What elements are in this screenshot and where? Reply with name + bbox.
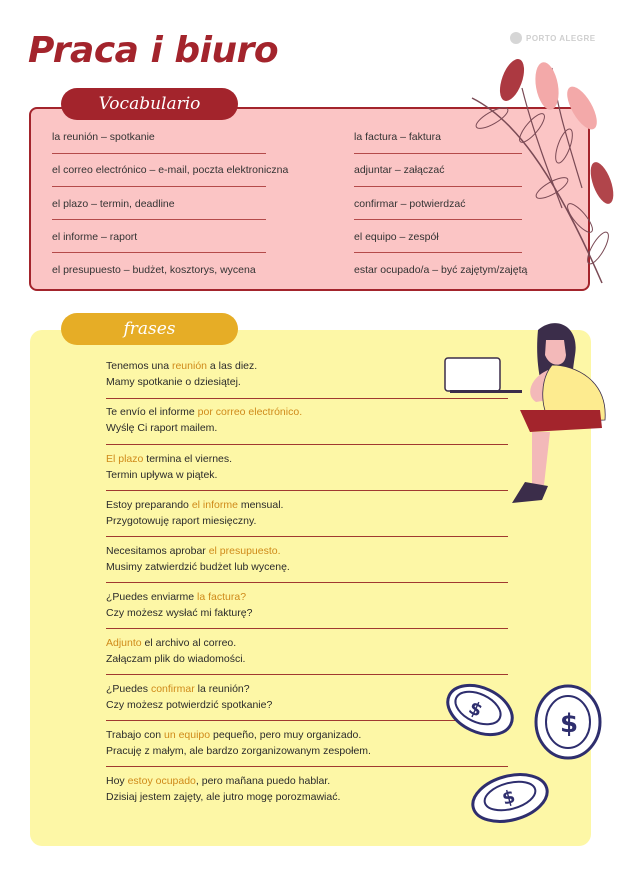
phrase-highlight: estoy ocupado xyxy=(127,775,196,787)
phrase-spanish-text: a las diez. xyxy=(207,360,258,372)
phrase-spanish-text: Te envío el informe xyxy=(106,406,198,418)
phrase-item xyxy=(106,635,245,667)
phrase-spanish xyxy=(106,404,302,420)
phrase-polish: Pracuję z małym, ale bardzo zorganizowanym zespołem. xyxy=(106,745,371,757)
phrase-spanish-text: ¿Puedes enviarme xyxy=(106,591,198,603)
phrase-highlight: la factura? xyxy=(197,591,247,603)
vocab-item: el equipo – zespół xyxy=(354,231,439,243)
phrase-spanish-text: Trabajo con xyxy=(106,729,164,741)
phrase-item xyxy=(106,589,252,621)
phrase-spanish xyxy=(106,681,272,697)
logo-icon xyxy=(510,32,522,44)
phrase-spanish xyxy=(106,727,371,743)
svg-text:$: $ xyxy=(499,786,518,810)
phrase-item xyxy=(106,681,272,713)
divider xyxy=(106,582,508,583)
vocab-item: el correo electrónico – e-mail, poczta elektroniczna xyxy=(52,164,289,176)
vocab-item: confirmar – potwierdzać xyxy=(354,198,466,210)
divider xyxy=(52,219,266,220)
phrase-item xyxy=(106,543,290,575)
vocab-item: el plazo – termin, deadline xyxy=(52,198,175,210)
phrase-polish: Dzisiaj jestem zajęty, ale jutro mogę porozmawiać. xyxy=(106,791,341,803)
divider xyxy=(106,536,508,537)
woman-laptop-illustration xyxy=(440,310,610,515)
divider xyxy=(106,674,508,675)
phrase-item xyxy=(106,358,257,390)
phrase-polish: Mamy spotkanie o dziesiątej. xyxy=(106,376,241,388)
phrase-spanish-text: pequeño, pero muy organizado. xyxy=(210,729,362,741)
vocabulary-heading: Vocabulario xyxy=(61,88,238,120)
phrase-polish: Czy możesz wysłać mi fakturę? xyxy=(106,607,253,619)
page-title: Praca i biuro xyxy=(28,30,279,71)
phrases-heading: frases xyxy=(61,313,238,345)
phrase-highlight: por correo electrónico. xyxy=(197,406,303,418)
vocab-item: la factura – faktura xyxy=(354,131,441,143)
phrase-spanish xyxy=(106,497,283,513)
divider xyxy=(52,186,266,187)
phrase-polish: Musimy zatwierdzić budżet lub wycenę. xyxy=(106,561,290,573)
phrase-spanish xyxy=(106,451,232,467)
phrase-spanish xyxy=(106,635,245,651)
phrase-spanish xyxy=(106,589,252,605)
phrase-highlight: Adjunto xyxy=(106,637,142,649)
phrase-spanish xyxy=(106,543,290,559)
phrase-spanish-text: Necesitamos aprobar xyxy=(106,545,209,557)
phrase-item xyxy=(106,773,340,805)
vocab-item: el informe – raport xyxy=(52,231,138,243)
phrase-spanish-text: Estoy preparando xyxy=(106,499,192,511)
phrase-polish: Termin upływa w piątek. xyxy=(106,469,218,481)
phrase-highlight: el informe xyxy=(191,499,238,511)
svg-text:$: $ xyxy=(465,697,486,722)
phrase-highlight: confirmar xyxy=(150,683,195,695)
coins-illustration xyxy=(440,680,610,830)
divider xyxy=(52,153,266,154)
leaves-illustration xyxy=(452,58,618,288)
phrase-highlight: un equipo xyxy=(163,729,211,741)
phrase-spanish xyxy=(106,773,340,789)
vocab-item: el presupuesto – budżet, kosztorys, wycena xyxy=(52,264,256,276)
phrase-spanish-text: Tenemos una xyxy=(106,360,172,372)
phrase-polish: Wyślę Ci raport mailem. xyxy=(106,422,218,434)
phrase-highlight: el presupuesto. xyxy=(208,545,281,557)
phrase-spanish-text: termina el viernes. xyxy=(143,453,233,465)
divider xyxy=(106,628,508,629)
phrase-polish: Załączam plik do wiadomości. xyxy=(106,653,246,665)
phrase-item xyxy=(106,451,232,483)
vocab-item: adjuntar – załączać xyxy=(354,164,445,176)
phrase-spanish-text: mensual. xyxy=(237,499,284,511)
phrase-spanish-text: la reunión? xyxy=(194,683,250,695)
phrase-polish: Czy możesz potwierdzić spotkanie? xyxy=(106,699,273,711)
phrase-highlight: reunión xyxy=(171,360,207,372)
phrase-spanish-text: Hoy xyxy=(106,775,128,787)
phrase-polish: Przygotowuję raport miesięczny. xyxy=(106,515,257,527)
vocab-item: estar ocupado/a – być zajętym/zajętą xyxy=(354,264,528,276)
phrase-item xyxy=(106,727,371,759)
phrase-highlight: El plazo xyxy=(106,453,144,465)
phrase-item xyxy=(106,404,302,436)
logo-text: PORTO ALEGRE xyxy=(526,33,596,43)
divider xyxy=(52,252,266,253)
brand-logo xyxy=(510,32,596,44)
phrase-spanish-text: , pero mañana puedo hablar. xyxy=(195,775,331,787)
phrase-spanish-text: el archivo al correo. xyxy=(141,637,237,649)
phrase-item xyxy=(106,497,283,529)
phrase-spanish-text: ¿Puedes xyxy=(106,683,151,695)
phrase-spanish xyxy=(106,358,257,374)
vocab-item: la reunión – spotkanie xyxy=(52,131,155,143)
svg-text:$: $ xyxy=(560,709,579,739)
